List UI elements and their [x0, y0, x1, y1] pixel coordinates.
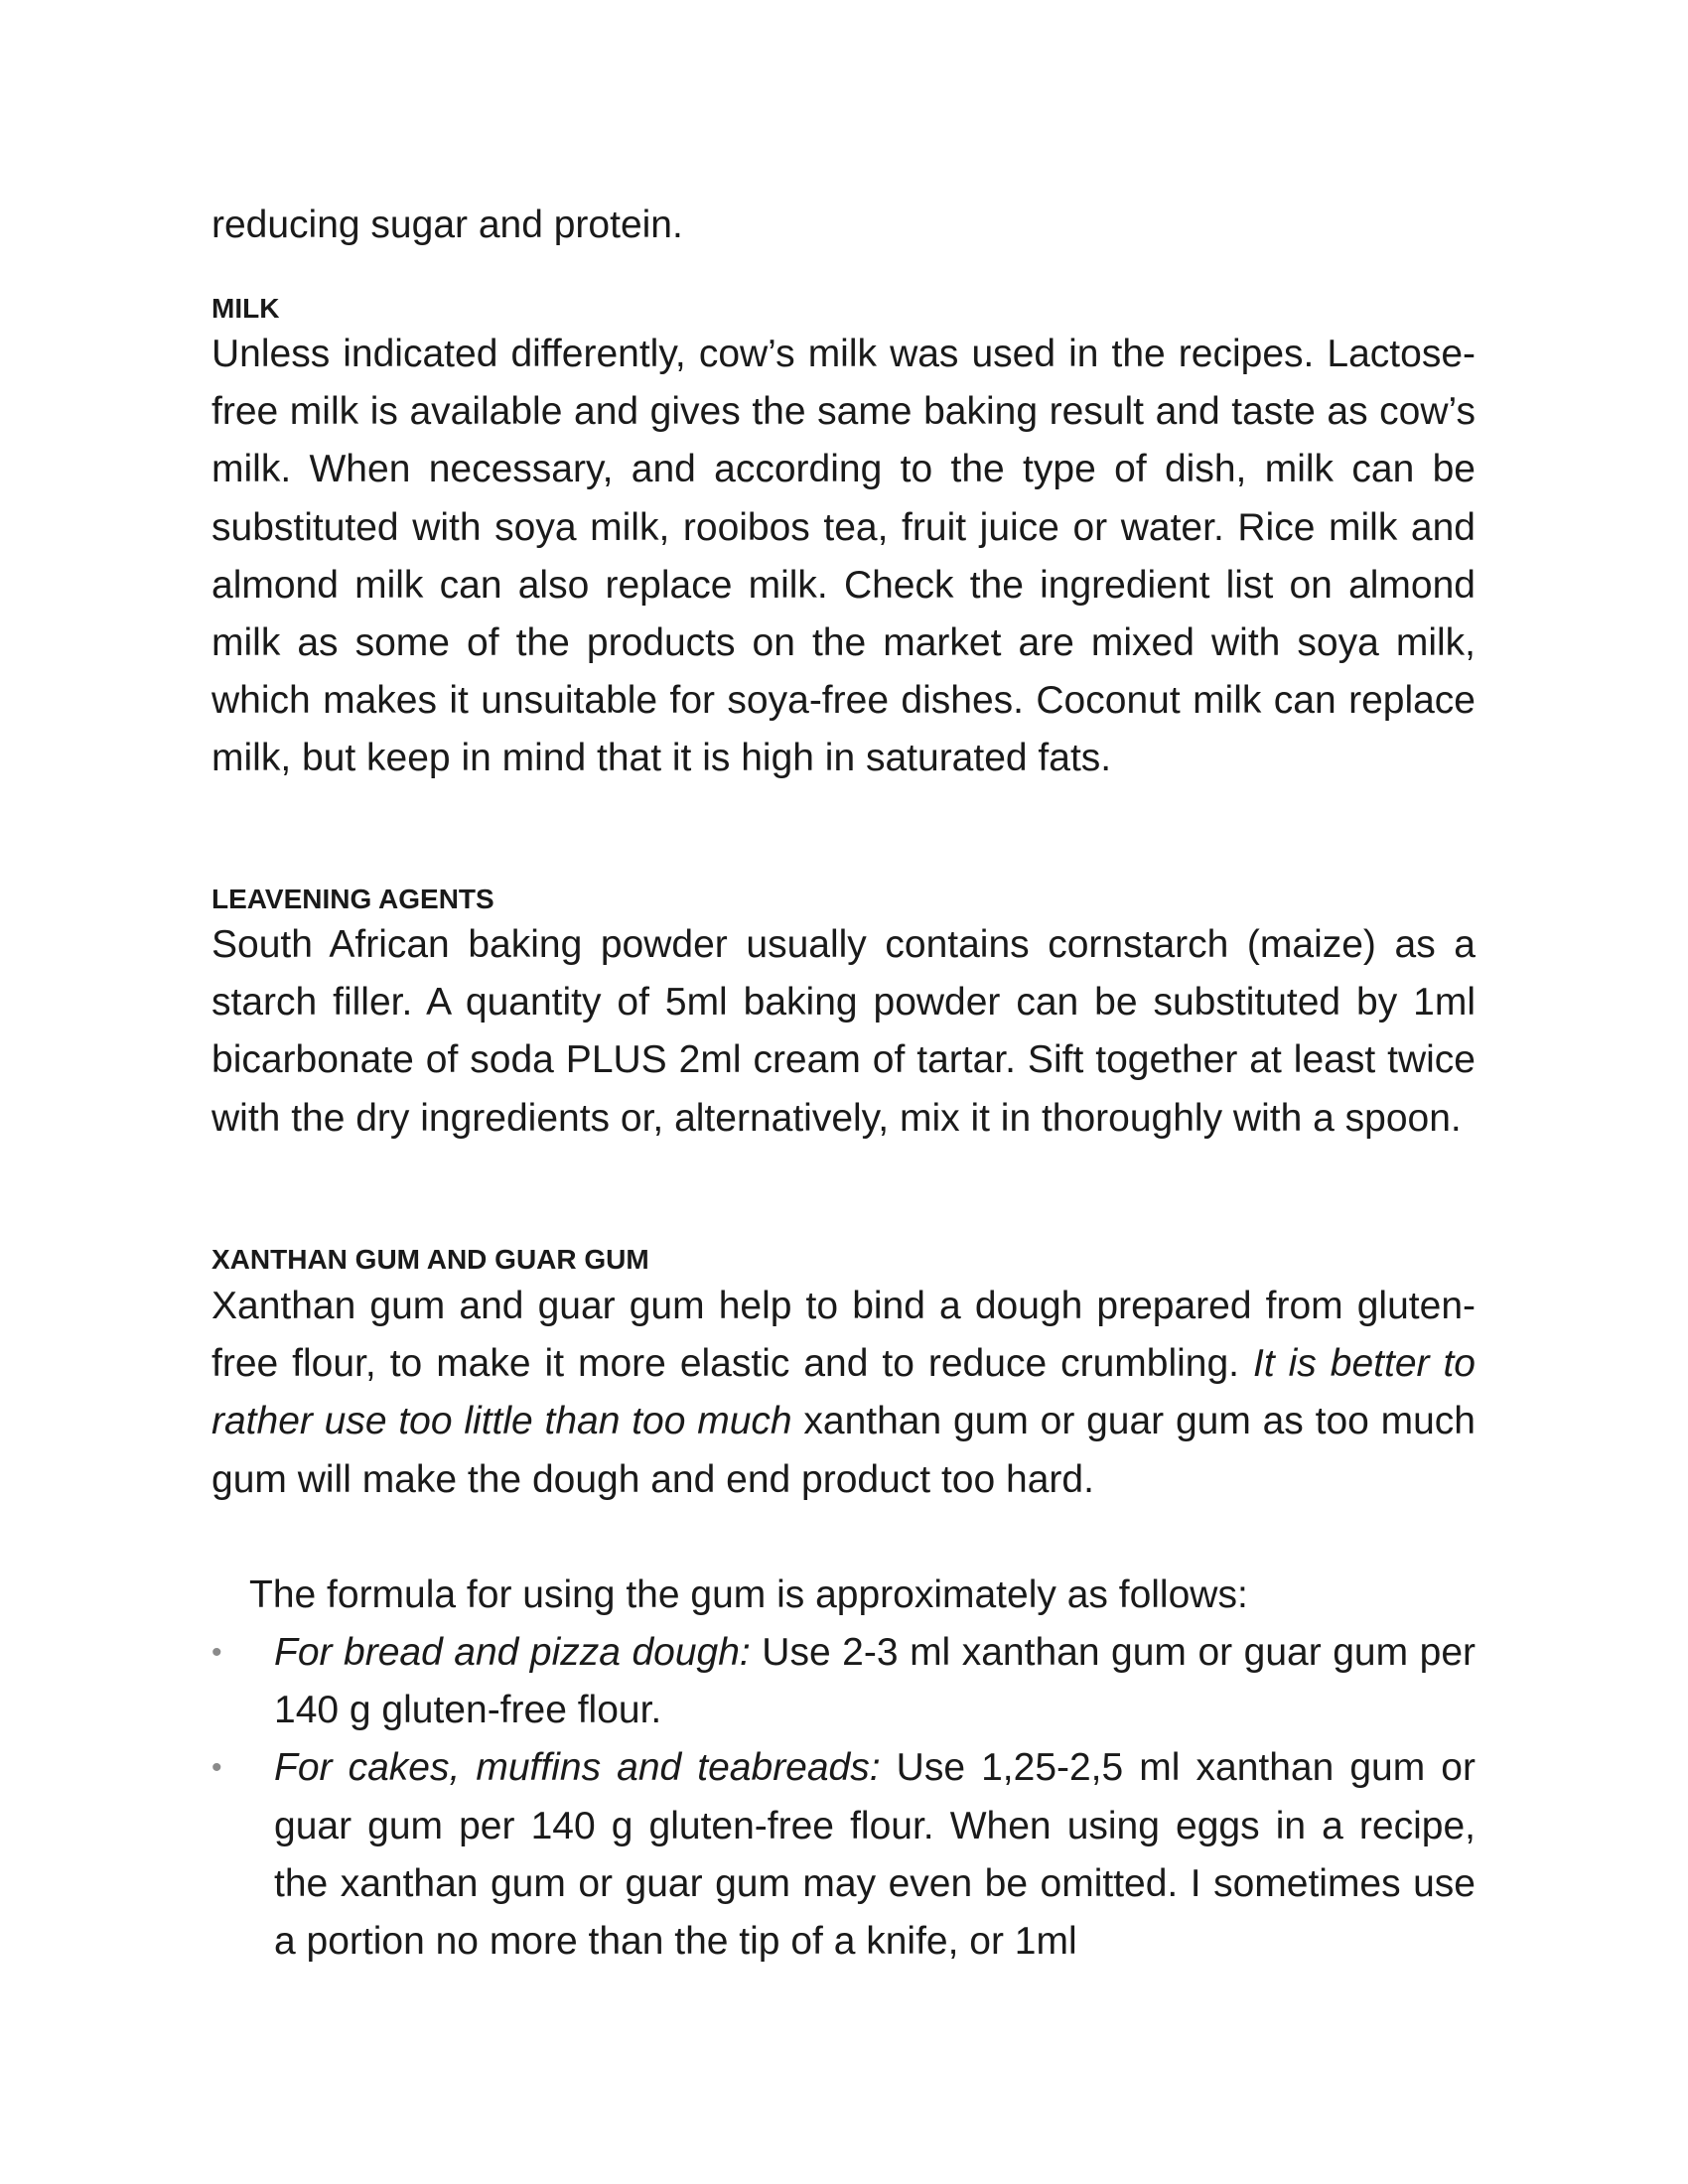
milk-paragraph: Unless indicated differently, cow’s milk was used in the recipes. Lactose-free milk is available and gives the same baking result and taste as cow’s milk. When necessary, and according to the type of dish, milk can be substituted with soya milk, rooibos tea, fruit juice or water. Rice milk and almond milk can also replace milk. Check the ingredient list on almond milk as some of the products on the market are mixed with soya milk, which makes it unsuitable for soya-free dishes. Coconut milk can replace milk, but keep in mind that it is high in saturated fats. — [211, 333, 1476, 780]
gum-text-start: Xanthan gum and guar gum help to bind a dough prepared from gluten-free flour, to make it more elastic and to reduce crumbling. — [211, 1285, 1476, 1386]
list-item — [211, 1739, 1476, 1971]
gum-formula-intro: The formula for using the gum is approximately as follows: — [249, 1573, 1248, 1616]
bullet-text: Use 1,25-2,5 ml xanthan gum or guar gum per 140 g gluten-free flour. When using eggs in a recipe, the xanthan gum or guar gum may even be omitted. I sometimes use a portion no more than the tip of a knife, or 1ml — [274, 1746, 1476, 1964]
leavening-paragraph: South African baking powder usually contains cornstarch (maize) as a starch filler. A quantity of 5ml baking powder can be substituted by 1ml bicarbonate of soda PLUS 2ml cream of tartar. Sift together at least twice with the dry ingredients or, alternatively, mix it in thoroughly with a spoon. — [211, 923, 1476, 1140]
bullet-label: For cakes, muffins and teabreads: — [274, 1746, 881, 1790]
leavening-heading: LEAVENING AGENTS — [211, 884, 494, 914]
gum-formula-list — [211, 1624, 1476, 1971]
bullet-icon: • — [211, 1636, 222, 1669]
gum-text-italic: It is better to rather use too little than too much — [211, 1342, 1476, 1443]
milk-heading: MILK — [211, 293, 280, 324]
list-item — [211, 1624, 1476, 1739]
continuation-text: reducing sugar and protein. — [211, 204, 683, 246]
gum-text-end: xanthan gum or guar gum as too much gum will make the dough and end product too hard. — [211, 1400, 1476, 1501]
bullet-text: Use 2-3 ml xanthan gum or guar gum per 140 g gluten-free flour. — [274, 1631, 1476, 1732]
gum-heading: XANTHAN GUM AND GUAR GUM — [211, 1244, 649, 1275]
gum-paragraph — [211, 1278, 1476, 1509]
bullet-icon: • — [211, 1751, 222, 1785]
bullet-label: For bread and pizza dough: — [274, 1631, 751, 1674]
